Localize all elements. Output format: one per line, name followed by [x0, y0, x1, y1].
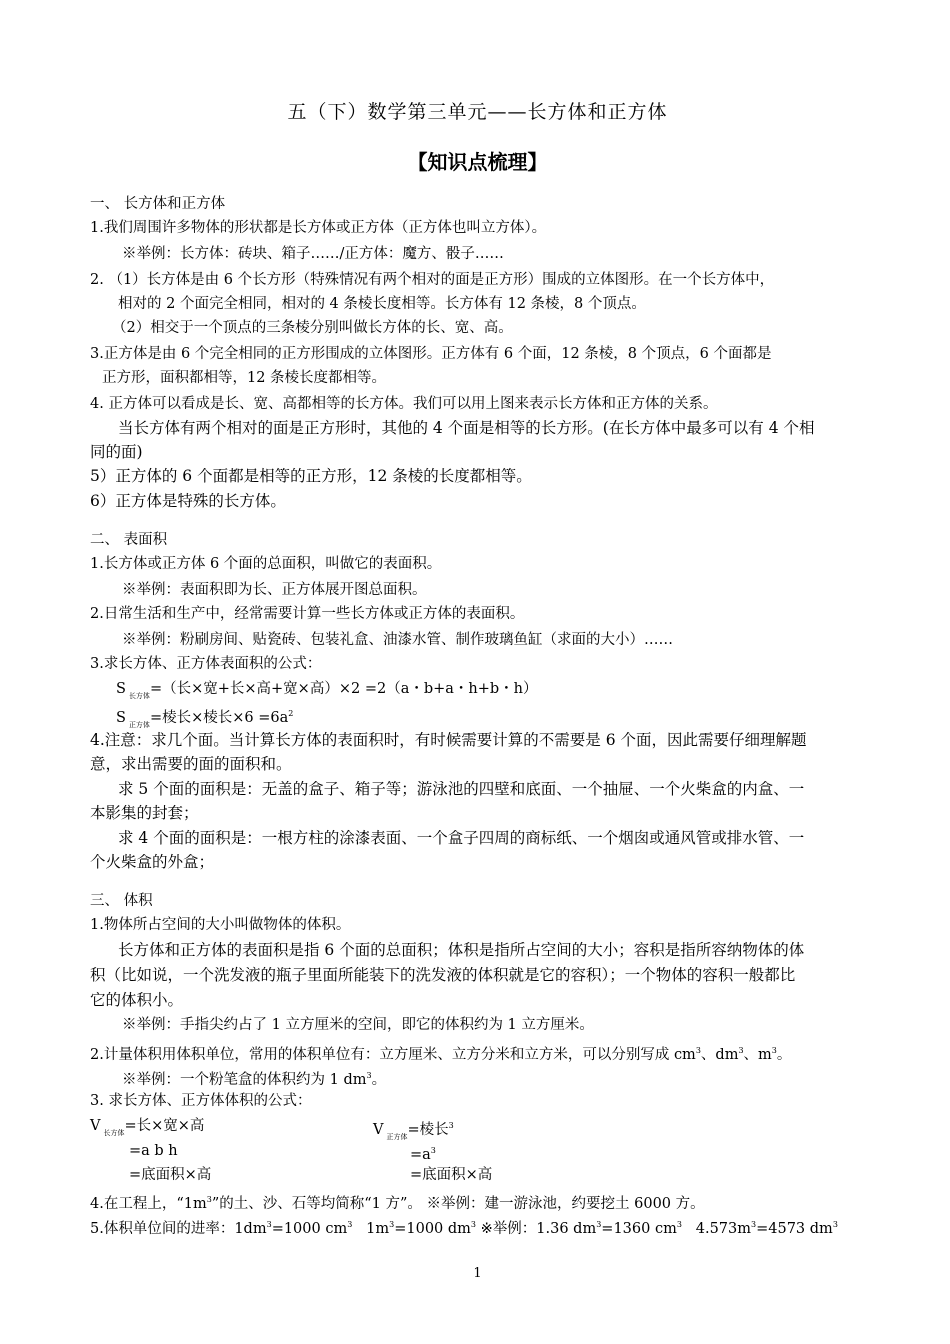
formula-symbol: V — [373, 1122, 384, 1138]
text-line: 1.我们周围许多物体的形状都是长方体或正方体（正方体也叫立方体）。 — [90, 220, 547, 236]
page-title: 五（下）数学第三单元——长方体和正方体 — [287, 101, 668, 123]
formula-cuboid-area — [116, 679, 538, 706]
text-segment: 、m — [743, 1047, 772, 1063]
text-segment: 4.573m — [681, 1221, 752, 1237]
text-line: 相对的 2 个面完全相同，相对的 4 条棱长度相等。长方体有 12 条棱，8 个顶点。 — [118, 296, 646, 312]
formula-subscript: 长方体 — [128, 692, 150, 700]
text-segment: 1m — [352, 1221, 390, 1237]
text-line: 2.日常生活和生产中，经常需要计算一些长方体或正方体的表面积。 — [90, 606, 525, 622]
text-line: （2）相交于一个顶点的三条棱分别叫做长方体的长、宽、高。 — [112, 320, 513, 336]
text-line: 求 4 个面的面积是：一根方柱的涂漆表面、一个盒子四周的商标纸、一个烟囱或通风管或排水管、一 — [118, 829, 805, 847]
text-line: ※举例：表面积即为长、正方体展开图总面积。 — [122, 582, 427, 598]
text-line: 积（比如说，一个洗发液的瓶子里面所能装下的洗发液的体积就是它的容积）；一个物体的容积一般都比 — [90, 966, 796, 984]
formula-line: =底面积×高 — [410, 1167, 493, 1183]
superscript: 3 — [347, 1220, 353, 1229]
text-line: 6）正方体是特殊的长方体。 — [90, 492, 286, 510]
text-segment: 4.在工程上，“1m — [90, 1196, 207, 1212]
formula-symbol: S — [116, 681, 126, 697]
text-line — [122, 1066, 386, 1090]
formula-subscript: 正方体 — [128, 721, 150, 729]
text-segment: 、dm — [700, 1047, 739, 1063]
superscript: 3 — [266, 1220, 272, 1229]
formula-superscript: 2 — [288, 709, 294, 718]
text-line: 3. 求长方体、正方体体积的公式： — [90, 1093, 312, 1109]
superscript: 3 — [206, 1195, 212, 1204]
formula-symbol: S — [116, 710, 126, 726]
formula-body: =棱长 — [407, 1122, 449, 1138]
formula-line: =底面积×高 — [129, 1167, 212, 1183]
section-heading-3: 三、 体积 — [90, 893, 153, 909]
text-segment: =4573 dm — [756, 1221, 833, 1237]
superscript: 3 — [832, 1220, 838, 1229]
page-subtitle: 【知识点梳理】 — [407, 150, 548, 174]
text-segment: 。 — [371, 1072, 387, 1088]
superscript: 3 — [738, 1046, 744, 1055]
text-segment: 。 — [776, 1047, 792, 1063]
text-line: 同的面) — [90, 443, 143, 461]
formula-subscript: 正方体 — [386, 1133, 408, 1141]
superscript: 3 — [771, 1046, 777, 1055]
text-line: 本影集的封套； — [90, 804, 199, 822]
formula-body: =（长×宽+长×高+宽×高）×2 =2（a・b+a・h+b・h） — [149, 681, 538, 697]
text-line: 4. 正方体可以看成是长、宽、高都相等的长方体。我们可以用上图来表示长方体和正方体的关系。 — [90, 396, 718, 412]
text-line: ※举例：手指尖约占了 1 立方厘米的空间，即它的体积约为 1 立方厘米。 — [122, 1017, 594, 1033]
superscript: 3 — [596, 1220, 602, 1229]
text-line: 长方体和正方体的表面积是指 6 个面的总面积；体积是指所占空间的大小；容积是指所容纳物体的体 — [118, 941, 805, 959]
formula-line: =a b h — [129, 1143, 178, 1159]
superscript: 3 — [751, 1220, 757, 1229]
formula-body: =棱长×棱长×6 =6a — [149, 710, 289, 726]
formula-cuboid-volume — [90, 1116, 204, 1143]
text-line — [90, 1190, 705, 1214]
formula-body: =a — [410, 1147, 431, 1163]
superscript: 3 — [695, 1046, 701, 1055]
text-line: 3.求长方体、正方体表面积的公式： — [90, 656, 322, 672]
section-heading-2: 二、 表面积 — [90, 532, 168, 548]
superscript: 3 — [470, 1220, 477, 1229]
formula-line — [410, 1141, 436, 1165]
text-line-units — [90, 1041, 791, 1065]
formula-superscript: 3 — [430, 1146, 436, 1155]
text-segment: ※举例：1.36 dm — [476, 1221, 597, 1237]
text-line: 1.长方体或正方体 6 个面的总面积，叫做它的表面积。 — [90, 556, 442, 572]
text-segment: ※举例：一个粉笔盒的体积约为 1 dm — [122, 1072, 367, 1088]
text-segment: 5.体积单位间的进率：1dm — [90, 1221, 267, 1237]
text-line: 4.注意：求几个面。当计算长方体的表面积时，有时候需要计算的不需要是 6 个面，因此需要仔细理解题 — [90, 731, 807, 749]
text-line: 求 5 个面的面积是：无盖的盒子、箱子等；游泳池的四壁和底面、一个抽屉、一个火柴盒的内盒、一 — [118, 780, 805, 798]
text-segment: =1000 cm — [271, 1221, 348, 1237]
text-line-conversion — [90, 1215, 838, 1239]
text-segment: =1360 cm — [601, 1221, 677, 1237]
formula-superscript: 3 — [448, 1121, 454, 1130]
text-line: 意，求出需要的面的面积和。 — [90, 755, 292, 773]
text-segment: ”的土、沙、石等均简称“1 方”。 ※举例：建一游泳池，约要挖土 6000 方。 — [211, 1196, 705, 1212]
text-segment: 2.计量体积用体积单位，常用的体积单位有：立方厘米、立方分米和立方米，可以分别写成 cm — [90, 1047, 696, 1063]
text-line: 它的体积小。 — [90, 991, 184, 1009]
text-line: 2. （1）长方体是由 6 个长方形（特殊情况有两个相对的面是正方形）围成的立体图形。在一个长方体中， — [90, 272, 775, 288]
formula-symbol: V — [90, 1118, 101, 1134]
text-line: 3.正方体是由 6 个完全相同的正方形围成的立体图形。正方体有 6 个面，12 条棱，8 个顶点，6 个面都是 — [90, 346, 772, 362]
text-line: ※举例：长方体：砖块、箱子……/正方体：魔方、骰子…… — [122, 246, 504, 262]
superscript: 3 — [389, 1220, 395, 1229]
text-segment: =1000 dm — [394, 1221, 471, 1237]
superscript: 3 — [676, 1220, 682, 1229]
text-line: 个火柴盒的外盒； — [90, 853, 215, 871]
text-line: 当长方体有两个相对的面是正方形时，其他的 4 个面是相等的长方形。(在长方体中最多可以有 4 个相 — [118, 419, 815, 437]
text-line: ※举例：粉刷房间、贴瓷砖、包装礼盒、油漆水管、制作玻璃鱼缸（求面的大小）…… — [122, 632, 673, 648]
text-line: 正方形，面积都相等，12 条棱长度都相等。 — [102, 370, 387, 386]
formula-subscript: 长方体 — [103, 1129, 125, 1137]
section-heading-1: 一、 长方体和正方体 — [90, 196, 226, 212]
page-number: 1 — [473, 1266, 482, 1281]
formula-body: =长×宽×高 — [124, 1118, 205, 1134]
text-line: 1.物体所占空间的大小叫做物体的体积。 — [90, 917, 351, 933]
text-line: 5）正方体的 6 个面都是相等的正方形，12 条棱的长度都相等。 — [90, 467, 532, 485]
superscript: 3 — [366, 1071, 372, 1080]
